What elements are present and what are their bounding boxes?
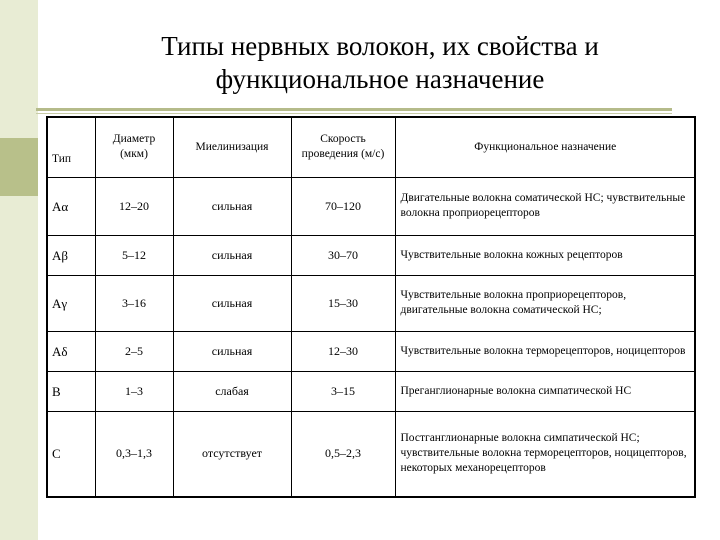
cell-function: Преганглионарные волокна симпатической НС bbox=[395, 371, 695, 411]
cell-myelination: отсутствует bbox=[173, 411, 291, 497]
table-row bbox=[47, 371, 695, 411]
cell-myelination: сильная bbox=[173, 275, 291, 331]
slide-title-line-2: функциональное назначение bbox=[215, 64, 545, 94]
cell-myelination: сильная bbox=[173, 235, 291, 275]
cell-function: Двигательные волокна соматической НС; чувствительные волокна проприорецепторов bbox=[395, 177, 695, 235]
cell-type: C bbox=[47, 411, 95, 497]
header-type: Тип bbox=[47, 117, 95, 177]
cell-diameter: 3–16 bbox=[95, 275, 173, 331]
cell-type: Aδ bbox=[47, 331, 95, 371]
cell-function: Чувствительные волокна терморецепторов, ноцицепторов bbox=[395, 331, 695, 371]
cell-speed: 0,5–2,3 bbox=[291, 411, 395, 497]
cell-speed: 30–70 bbox=[291, 235, 395, 275]
cell-myelination: слабая bbox=[173, 371, 291, 411]
table-row bbox=[47, 235, 695, 275]
sidebar-segment-top bbox=[0, 0, 38, 138]
table-row bbox=[47, 411, 695, 497]
cell-function: Чувствительные волокна кожных рецепторов bbox=[395, 235, 695, 275]
decorative-sidebar bbox=[0, 0, 38, 540]
cell-function: Чувствительные волокна проприорецепторов, двигательные волокна соматической НС; bbox=[395, 275, 695, 331]
title-divider bbox=[36, 108, 672, 111]
cell-myelination: сильная bbox=[173, 177, 291, 235]
cell-type: B bbox=[47, 371, 95, 411]
slide-title bbox=[60, 30, 700, 96]
fiber-types-table bbox=[46, 116, 696, 498]
table-row bbox=[47, 275, 695, 331]
cell-speed: 15–30 bbox=[291, 275, 395, 331]
cell-speed: 12–30 bbox=[291, 331, 395, 371]
cell-speed: 70–120 bbox=[291, 177, 395, 235]
title-divider-thin bbox=[36, 113, 672, 114]
cell-diameter: 0,3–1,3 bbox=[95, 411, 173, 497]
slide-title-line-1: Типы нервных волокон, их свойства и bbox=[161, 31, 599, 61]
header-speed: Скорость проведения (м/с) bbox=[291, 117, 395, 177]
header-diameter: Диаметр (мкм) bbox=[95, 117, 173, 177]
cell-speed: 3–15 bbox=[291, 371, 395, 411]
table-row bbox=[47, 177, 695, 235]
header-myelination: Миелинизация bbox=[173, 117, 291, 177]
cell-type: Aβ bbox=[47, 235, 95, 275]
header-function: Функциональное назначение bbox=[395, 117, 695, 177]
cell-diameter: 2–5 bbox=[95, 331, 173, 371]
cell-type: Aγ bbox=[47, 275, 95, 331]
table-row bbox=[47, 331, 695, 371]
cell-diameter: 5–12 bbox=[95, 235, 173, 275]
cell-myelination: сильная bbox=[173, 331, 291, 371]
cell-diameter: 1–3 bbox=[95, 371, 173, 411]
table-header-row bbox=[47, 117, 695, 177]
fiber-types-table-container bbox=[46, 116, 694, 496]
cell-type: Aα bbox=[47, 177, 95, 235]
sidebar-segment-accent bbox=[0, 138, 38, 196]
cell-diameter: 12–20 bbox=[95, 177, 173, 235]
cell-function: Постганглионарные волокна симпатической НС; чувствительные волокна терморецепторов, ноцицепторов, некоторых механорецепторов bbox=[395, 411, 695, 497]
sidebar-segment-bottom bbox=[0, 196, 38, 540]
